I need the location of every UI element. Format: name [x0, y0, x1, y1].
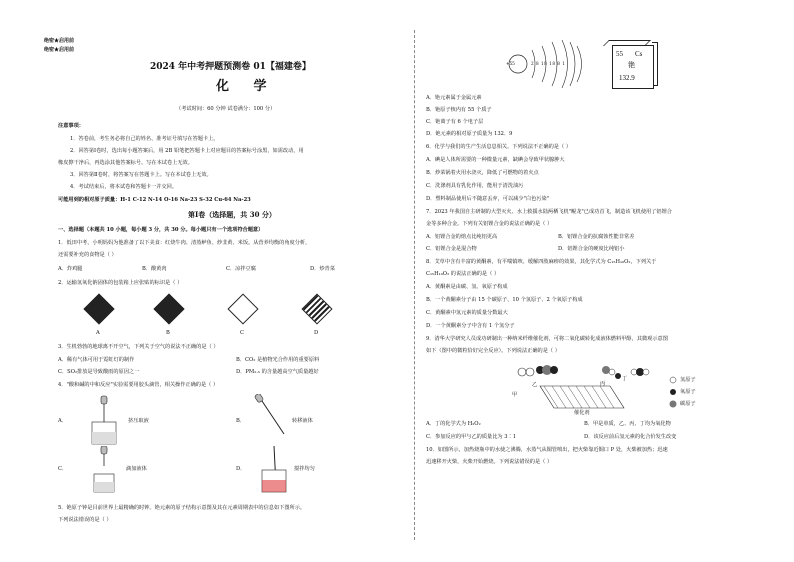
exam-title: 2024 年中考押题预测卷 01【福建卷】 — [150, 62, 311, 72]
note-4: 4．考试结束后，将本试卷和答题卡一并交回。 — [70, 184, 178, 190]
q2-label-c: C — [240, 330, 244, 336]
q10-stem-1: 10．如图所示，加热烧瓶中的水使之沸腾，水蒸气从铜管喷出，把火柴靠近铜口 P 处，火柴被加热；迅速 — [426, 447, 668, 453]
atom-shell-numbers: 2 8 18 18 8 1 — [531, 61, 566, 66]
q3-option-b: B．CO₂ 是植物光合作用的重要原料 — [236, 357, 320, 363]
q3-option-c: C．SO₂排放是导致酸雨的原因之一 — [58, 369, 140, 375]
q8-option-d: D．一个黄酮素分子中含有 1 个氢分子 — [426, 323, 515, 329]
q4-label-c: 滴加液体 — [126, 466, 147, 472]
q1-option-d: D．炒青菜 — [310, 266, 335, 272]
atomic-masses: 可能用到的相对原子质量：H-1 C-12 N-14 O-16 Na-23 S-32 Cu-64 Na-23 — [58, 197, 251, 203]
q5-option-d: D．铯元素的相对原子质量为 132．9 — [426, 131, 513, 137]
reaction-micro-diagram-icon — [500, 360, 680, 420]
cesium-number: 55 — [616, 50, 623, 58]
q6-option-d: D．塑料制品使用后不随意丢弃，可以减少"白色污染" — [426, 196, 550, 202]
section-1-title: 第Ⅰ卷（选择题，共 30 分） — [188, 210, 276, 219]
q6-option-b: B．炒菜锅着火用水浇灭，降低了可燃物的着火点 — [426, 170, 539, 176]
column-divider — [414, 30, 415, 540]
note-2-cont: 橡皮擦干净后，再选涂其他答案标号。写在本试卷上无效。 — [58, 160, 193, 166]
q8-option-a: A．黄酮素是由碳、氢、氧原子构成 — [426, 284, 508, 290]
cesium-symbol: Cs — [635, 50, 643, 58]
stir-figure-icon — [256, 446, 292, 496]
label-ding: 丁 — [622, 376, 628, 382]
dropper-drip-figure-icon — [84, 446, 124, 494]
flammable-sign-icon — [153, 293, 184, 324]
catalyst-label: 催化剂 — [574, 410, 590, 416]
q7-option-d: D．铝锂合金的硬度比纯铝小 — [558, 246, 625, 252]
q1-option-c: C．凉拌豆腐 — [226, 266, 256, 272]
label-jia: 甲 — [512, 392, 518, 398]
q5-stem-2: 下列说法错误的是（ ） — [58, 517, 112, 523]
q6-option-c: C．洗涤剂具有乳化作用，能用于清洗油污 — [426, 183, 524, 189]
label-bing: 丙 — [600, 381, 606, 387]
q1-option-b: B．酸黄肉 — [142, 266, 167, 272]
q4-label-d: 搅拌均匀 — [294, 466, 315, 472]
legend-markers-icon — [668, 376, 678, 412]
label-yi: 乙 — [532, 382, 538, 388]
q1-option-a: A．炸鸡腿 — [58, 266, 83, 272]
subject-title: 化 学 — [216, 79, 277, 94]
note-3: 3．回答第Ⅱ卷时，将答案写在答题卡上。写在本试卷上无效。 — [70, 172, 212, 178]
toxic-sign-icon — [227, 293, 258, 324]
q5-option-b: B．铯原子核内有 55 个质子 — [426, 107, 492, 113]
q7-option-c: C．铝锂合金是混合物 — [426, 246, 477, 252]
cesium-name: 铯 — [628, 61, 635, 69]
corrosive-sign-icon — [83, 293, 114, 324]
legend-carbon: 碳原子 — [680, 401, 696, 407]
secret-mark-2: 绝密★启用前 — [44, 47, 75, 53]
q9-option-a: A．丁的化学式为 H₂O₂ — [426, 421, 481, 427]
q8-stem-1: 8．艾草中含有丰富的黄酮素，有平喘镇咳、缓解四肢麻痹的效果，其化学式为 C₁₅H₁₀O₂，下列关于 — [426, 259, 657, 265]
q7-stem-2: 金等多种合金。下列有关铝锂合金的说法正确的是（ ） — [426, 221, 553, 227]
section-1-intro: 一、选择题（本题共 10 小题，每小题 3 分，共 30 分。每小题只有一个选项符合题意） — [58, 227, 264, 233]
q2-stem: 2．运输氢氧化钠固体的包装箱上应张贴的标识是（ ） — [58, 280, 183, 286]
exam-info: （考试时间：60 分钟 试卷满分：100 分） — [176, 106, 276, 112]
q1-stem-2: 还需要补充的食物是（ ） — [58, 252, 117, 258]
q4-option-d: D． — [236, 466, 246, 472]
q2-label-d: D — [314, 330, 319, 336]
q8-stem-2: C₁₅H₁₀O₂ 的说法正确的是（ ） — [426, 271, 500, 277]
q4-stem: 4．"酸和碱的中和反应"实验需要用胶头滴管，相关操作正确的是（ ） — [58, 382, 219, 388]
cesium-element-card — [612, 45, 654, 89]
dropper-squeeze-figure-icon — [84, 394, 124, 448]
legend-oxygen: 氧原子 — [680, 389, 696, 395]
q5-stem-1: 5．铯原子钟是目前世界上最精确的时钟。铯元素的原子结构示意图及其在元素周期表中的信息如下图所示。 — [58, 505, 306, 511]
q5-option-a: A．铯元素属于金属元素 — [426, 95, 482, 101]
note-1: 1．答卷前，考生务必将自己的姓名、准考证号填写在答题卡上。 — [70, 136, 219, 142]
note-2: 2．回答第Ⅰ卷时，选出每小题答案后，用 2B 铅笔把答题卡上对应题目的答案标号涂黑，如需改动，用 — [70, 148, 304, 154]
q7-option-a: A．铝锂合金的熔点比纯铝更高 — [426, 234, 498, 240]
q9-option-d: D．该反应前后氢元素的化合价发生改变 — [584, 434, 677, 440]
notes-heading: 注意事项： — [58, 123, 84, 129]
q6-stem: 6．化学与我们的生产生活息息相关。下列说法不正确的是（ ） — [426, 144, 572, 150]
q2-label-b: B — [166, 330, 170, 336]
q8-option-b: B．一个黄酮素分子由 15 个碳原子、10 个氢原子、2 个氧原子构成 — [426, 297, 583, 303]
q4-label-b: 转移液体 — [292, 418, 313, 424]
q9-option-b: B．甲是单质，乙、丙、丁均为氧化物 — [584, 421, 671, 427]
q3-option-d: D．PM₂.₅ 的含量越高空气质量越好 — [236, 369, 319, 375]
secret-mark-1: 绝密★启用前 — [44, 38, 75, 44]
q5-option-c: C．铯离子有 6 个电子层 — [426, 119, 484, 125]
q3-option-a: A．稀有气体可用于霓虹灯的制作 — [58, 357, 135, 363]
q2-label-a: A — [96, 330, 100, 336]
q9-stem-1: 9．清华大学研究人员成功研制出一种纳米纤维催化剂，可将二氧化碳转化成液体燃料甲醇，其微观示意图 — [426, 336, 668, 342]
q9-option-c: C．参加反应的甲与乙的质量比为 3∶1 — [426, 434, 517, 440]
q7-stem-1: 7．2023 年我国自主研制的大型灭火、水上救援水陆两栖飞机"鲲龙"已成功首飞，制造该飞机使用了铝锂合 — [426, 209, 672, 215]
q6-option-a: A．碘是人体所需要的一种微量元素，缺碘会导致甲状腺肿大 — [426, 157, 565, 163]
q4-option-b: B． — [236, 418, 245, 424]
q9-stem-2: 如下（图中的微粒恰好完全反应）。下列说法正确的是（ ） — [426, 348, 560, 354]
q1-stem-1: 1．低田中考，小明妈妈为他准备了以下美食：红烧牛肉、清蒸鲈鱼、炒韭黄、米饭。从营养均衡的角度分析， — [58, 240, 311, 246]
q4-option-c: C． — [58, 466, 68, 472]
cesium-mass: 132.9 — [619, 74, 635, 82]
q4-label-a: 挤压取液 — [128, 418, 149, 424]
q10-stem-2: 迅速移开火柴，火柴开始燃烧。下列说法错误的是（ ） — [426, 459, 553, 465]
q3-stem: 3．生机勃勃的地球离不开空气，下列关于空气的说法不正确的是（ ） — [58, 344, 219, 350]
q7-option-b: B．铝锂合金的抗腐蚀性能非常差 — [558, 234, 635, 240]
atom-nucleus-label: +55 — [506, 61, 515, 66]
q8-option-c: C．黄酮素中氢元素的质量分数最大 — [426, 310, 508, 316]
q4-option-a: A． — [58, 418, 67, 424]
explosive-sign-icon — [301, 293, 332, 324]
legend-hydrogen: 氢原子 — [680, 377, 696, 383]
dropper-transfer-figure-icon — [254, 394, 290, 444]
